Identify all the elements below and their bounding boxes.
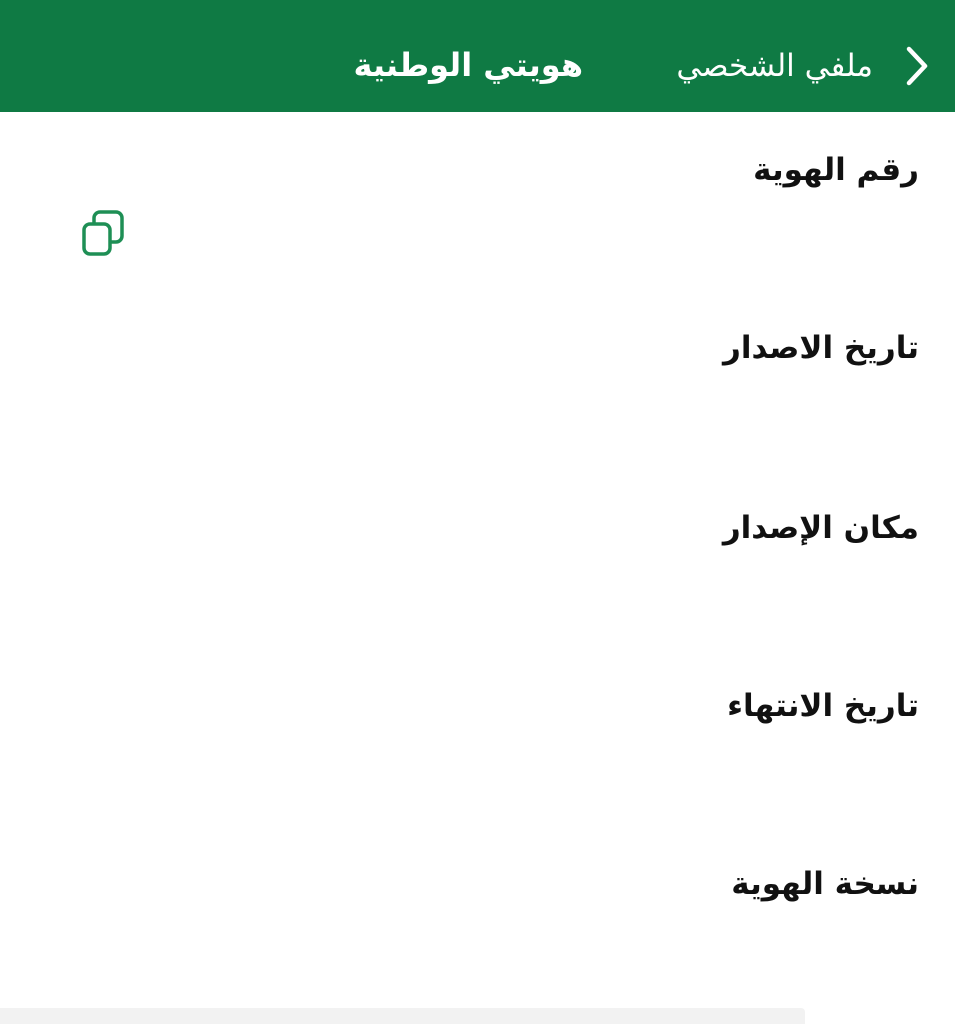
field-issue-date: [0, 324, 955, 474]
field-label: رقم الهوية: [753, 152, 919, 188]
field-label: تاريخ الاصدار: [723, 330, 919, 366]
field-label: تاريخ الانتهاء: [727, 688, 919, 724]
chevron-left-icon: [903, 45, 929, 87]
id-details-list: [0, 112, 955, 1024]
field-label: مكان الإصدار: [722, 510, 919, 546]
field-id-version: [0, 860, 955, 1010]
back-label[interactable]: ملفي الشخصي: [676, 48, 873, 84]
field-expiry-date: [0, 682, 955, 832]
field-issue-place: [0, 504, 955, 654]
copy-icon: [80, 208, 128, 260]
field-label: نسخة الهوية: [731, 866, 919, 902]
bottom-panel-edge: [0, 1008, 805, 1024]
page-title: هويتي الوطنية: [353, 46, 583, 84]
back-button[interactable]: [898, 42, 934, 90]
copy-button[interactable]: [80, 208, 128, 260]
app-header: [0, 0, 955, 112]
field-id-number: [0, 146, 955, 296]
